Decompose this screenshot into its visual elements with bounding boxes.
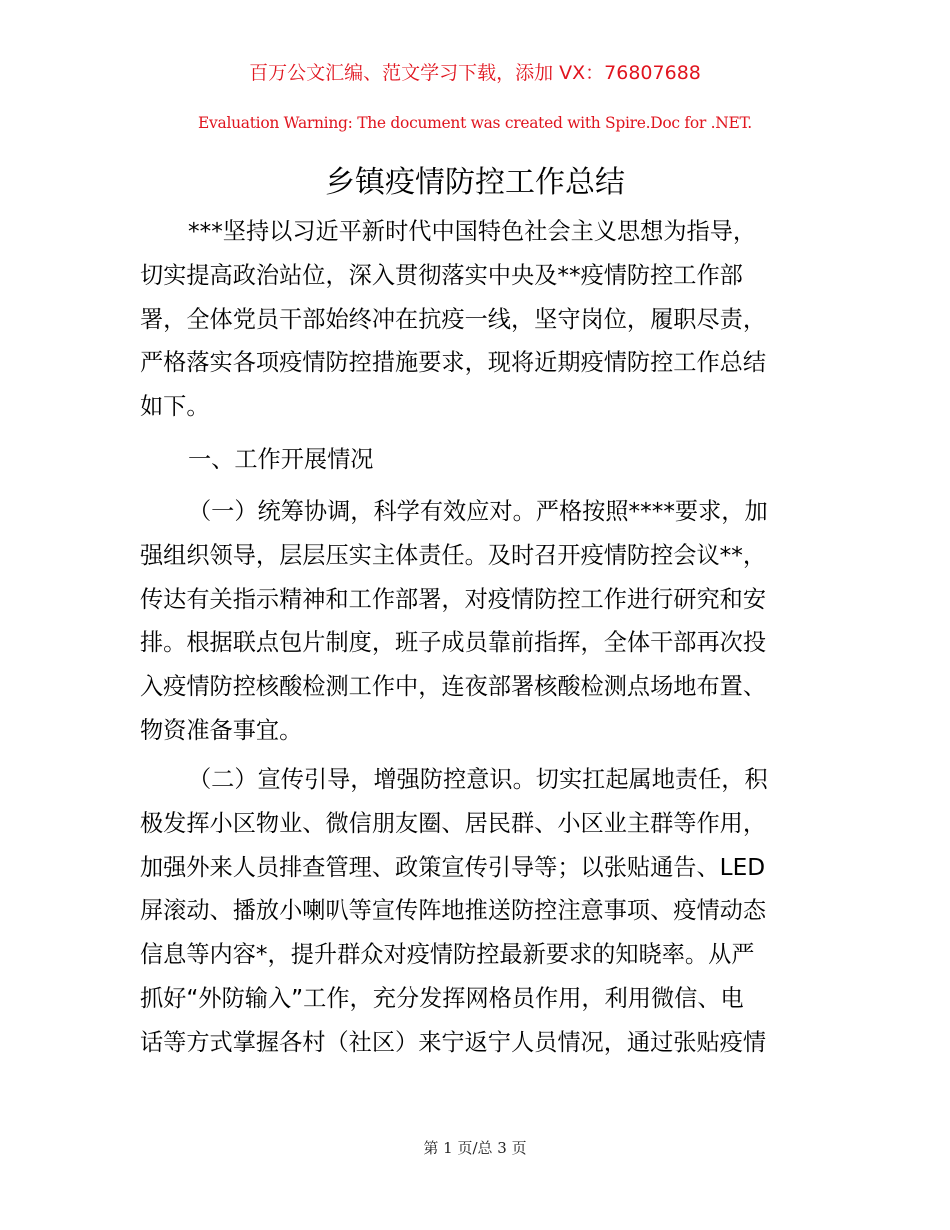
text-line: 严格落实各项疫情防控措施要求，现将近期疫情防控工作总结 <box>140 349 767 377</box>
document-title: 乡镇疫情防控工作总结 <box>325 165 625 200</box>
text-line: （二）宣传引导，增强防控意识。切实扛起属地责任，积 <box>188 766 768 793</box>
paragraph-publicity <box>140 758 820 1065</box>
text-line: 强组织领导，层层压实主体责任。及时召开疫情防控会议**， <box>140 541 767 569</box>
watermark-banner: 百万公文汇编、范文学习下载，添加 VX：76807688 <box>249 62 701 84</box>
text-line: 切实提高政治站位，深入贯彻落实中央及**疫情防控工作部 <box>140 261 743 289</box>
text-line: ***坚持以习近平新时代中国特色社会主义思想为指导， <box>188 218 757 245</box>
paragraph-coordination <box>140 490 820 753</box>
text-line: 入疫情防控核酸检测工作中，连夜部署核酸检测点场地布置、 <box>140 673 767 701</box>
page-number-footer: 第 1 页/总 3 页 <box>423 1139 527 1157</box>
text-line: 屏滚动、播放小喇叭等宣传阵地推送防控注意事项、疫情动态 <box>140 897 767 925</box>
text-line: 信息等内容*，提升群众对疫情防控最新要求的知晓率。从严 <box>140 941 755 969</box>
intro-paragraph <box>140 210 820 429</box>
text-line: （一）统筹协调，科学有效应对。严格按照****要求，加 <box>188 498 768 525</box>
text-line: 物资准备事宜。 <box>140 716 303 744</box>
text-line: 如下。 <box>140 393 210 421</box>
text-line: 署，全体党员干部始终冲在抗疫一线，坚守岗位，履职尽责， <box>140 305 767 333</box>
evaluation-warning: Evaluation Warning: The document was created with Spire.Doc for .NET. <box>198 114 752 132</box>
section-heading <box>140 438 820 482</box>
text-line: 抓好“外防输入”工作，充分发挥网格员作用，利用微信、电 <box>140 984 744 1012</box>
text-line: 排。根据联点包片制度，班子成员靠前指挥，全体干部再次投 <box>140 629 767 657</box>
heading-text: 一、工作开展情况 <box>188 446 374 473</box>
text-line: 加强外来人员排查管理、政策宣传引导等；以张贴通告、LED <box>140 853 766 881</box>
text-line: 极发挥小区物业、微信朋友圈、居民群、小区业主群等作用， <box>140 809 767 837</box>
text-line: 传达有关指示精神和工作部署，对疫情防控工作进行研究和安 <box>140 585 767 613</box>
text-line: 话等方式掌握各村（社区）来宁返宁人员情况，通过张贴疫情 <box>140 1028 767 1056</box>
